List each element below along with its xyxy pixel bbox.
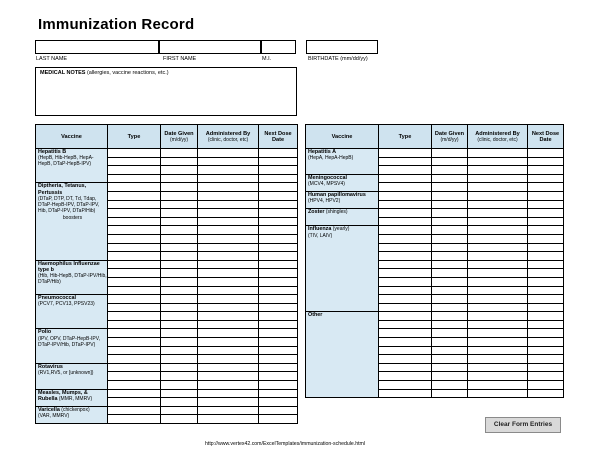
entry-cell[interactable] <box>161 277 198 286</box>
entry-cell[interactable] <box>108 174 161 183</box>
entry-cell[interactable] <box>108 295 161 304</box>
entry-cell[interactable] <box>432 166 468 175</box>
col-administered-by: Administered By (clinic, doctor, etc) <box>468 125 528 149</box>
entry-cell[interactable] <box>108 338 161 347</box>
col-date-given: Date Given (m/d/yy) <box>161 125 198 149</box>
entry-cell[interactable] <box>108 234 161 243</box>
entry-cell[interactable] <box>259 269 298 278</box>
entry-cell[interactable] <box>379 295 432 304</box>
entry-cell[interactable] <box>198 174 259 183</box>
entry-cell[interactable] <box>198 381 259 390</box>
entry-cell[interactable] <box>379 252 432 261</box>
col-vaccine: Vaccine <box>306 125 379 149</box>
entry-cell[interactable] <box>198 372 259 381</box>
entry-cell[interactable] <box>161 320 198 329</box>
entry-cell[interactable] <box>108 209 161 218</box>
entry-cell[interactable] <box>528 389 564 398</box>
entry-cell[interactable] <box>528 303 564 312</box>
entry-cell[interactable] <box>379 338 432 347</box>
entry-cell[interactable] <box>432 389 468 398</box>
entry-cell[interactable] <box>528 209 564 218</box>
entry-cell[interactable] <box>432 209 468 218</box>
entry-cell[interactable] <box>432 226 468 235</box>
entry-cell[interactable] <box>108 200 161 209</box>
entry-cell[interactable] <box>468 355 528 364</box>
entry-cell[interactable] <box>528 243 564 252</box>
entry-cell[interactable] <box>108 372 161 381</box>
entry-cell[interactable] <box>108 277 161 286</box>
entry-cell[interactable] <box>161 243 198 252</box>
page-title: Immunization Record <box>38 16 195 33</box>
entry-cell[interactable] <box>468 269 528 278</box>
entry-cell[interactable] <box>198 312 259 321</box>
entry-cell[interactable] <box>468 174 528 183</box>
entry-cell[interactable] <box>468 295 528 304</box>
entry-cell[interactable] <box>468 303 528 312</box>
entry-cell[interactable] <box>161 355 198 364</box>
entry-cell[interactable] <box>432 252 468 261</box>
entry-cell[interactable] <box>528 355 564 364</box>
entry-cell[interactable] <box>198 295 259 304</box>
entry-cell[interactable] <box>161 157 198 166</box>
entry-cell[interactable] <box>259 200 298 209</box>
entry-cell[interactable] <box>379 149 432 158</box>
entry-cell[interactable] <box>198 166 259 175</box>
col-next-dose: Next Dose Date <box>259 125 298 149</box>
vaccine-polio: Polio (IPV, OPV, DTaP-HepB-IPV, DTaP-IPV/Hib, DTaP-IPV) <box>36 329 108 363</box>
entry-cell[interactable] <box>528 183 564 192</box>
entry-cell[interactable] <box>259 234 298 243</box>
footer-url[interactable]: http://www.vertex42.com/ExcelTemplates/immunization-schedule.html <box>205 441 366 447</box>
entry-cell[interactable] <box>161 415 198 424</box>
vaccine-zoster: Zoster (shingles) <box>306 209 379 226</box>
entry-cell[interactable] <box>379 389 432 398</box>
last-name-field[interactable] <box>35 40 159 54</box>
entry-cell[interactable] <box>379 157 432 166</box>
entry-cell[interactable] <box>379 303 432 312</box>
entry-cell[interactable] <box>198 217 259 226</box>
entry-cell[interactable] <box>468 209 528 218</box>
entry-cell[interactable] <box>432 355 468 364</box>
entry-cell[interactable] <box>161 260 198 269</box>
entry-cell[interactable] <box>528 269 564 278</box>
entry-cell[interactable] <box>161 200 198 209</box>
col-type: Type <box>108 125 161 149</box>
entry-cell[interactable] <box>161 209 198 218</box>
entry-cell[interactable] <box>108 381 161 390</box>
entry-cell[interactable] <box>259 303 298 312</box>
entry-cell[interactable] <box>379 320 432 329</box>
entry-cell[interactable] <box>108 389 161 398</box>
col-date-given: Date Given (m/d/yy) <box>432 125 468 149</box>
entry-cell[interactable] <box>468 149 528 158</box>
entry-cell[interactable] <box>108 166 161 175</box>
entry-cell[interactable] <box>468 226 528 235</box>
entry-cell[interactable] <box>379 226 432 235</box>
first-name-field[interactable] <box>159 40 261 54</box>
vaccine-dtp: Diptheria, Tetanus, Pertussis (DTaP, DTP, DT, Td, Tdap, DTaP-HepB-IPV, DTaP-IPV, Hib, DTaP-IPV, DTaP/Hib) boosters <box>36 183 108 260</box>
entry-cell[interactable] <box>379 234 432 243</box>
entry-cell[interactable] <box>468 320 528 329</box>
entry-cell[interactable] <box>161 295 198 304</box>
entry-cell[interactable] <box>198 406 259 415</box>
entry-cell[interactable] <box>161 226 198 235</box>
entry-cell[interactable] <box>108 252 161 261</box>
entry-cell[interactable] <box>468 346 528 355</box>
entry-cell[interactable] <box>161 252 198 261</box>
entry-cell[interactable] <box>528 252 564 261</box>
entry-cell[interactable] <box>259 277 298 286</box>
birthdate-field[interactable] <box>306 40 378 54</box>
entry-cell[interactable] <box>379 269 432 278</box>
entry-cell[interactable] <box>379 277 432 286</box>
entry-cell[interactable] <box>432 260 468 269</box>
entry-cell[interactable] <box>108 183 161 192</box>
entry-cell[interactable] <box>161 363 198 372</box>
mi-label: M.I. <box>262 56 272 62</box>
entry-cell[interactable] <box>161 174 198 183</box>
entry-cell[interactable] <box>379 174 432 183</box>
entry-cell[interactable] <box>108 415 161 424</box>
entry-cell[interactable] <box>379 209 432 218</box>
entry-cell[interactable] <box>161 312 198 321</box>
entry-cell[interactable] <box>108 149 161 158</box>
entry-cell[interactable] <box>259 191 298 200</box>
entry-cell[interactable] <box>108 157 161 166</box>
entry-cell[interactable] <box>108 312 161 321</box>
entry-cell[interactable] <box>259 226 298 235</box>
entry-cell[interactable] <box>432 200 468 209</box>
entry-cell[interactable] <box>161 406 198 415</box>
entry-cell[interactable] <box>198 157 259 166</box>
vaccine-hepb: Hepatitis B (HepB, Hib-HepB, HepA-HepB, DTaP-HepB-IPV) <box>36 149 108 183</box>
entry-cell[interactable] <box>161 166 198 175</box>
entry-cell[interactable] <box>468 286 528 295</box>
entry-cell[interactable] <box>259 243 298 252</box>
entry-cell[interactable] <box>379 200 432 209</box>
entry-cell[interactable] <box>259 381 298 390</box>
entry-cell[interactable] <box>432 157 468 166</box>
entry-cell[interactable] <box>432 243 468 252</box>
entry-cell[interactable] <box>198 209 259 218</box>
entry-cell[interactable] <box>161 329 198 338</box>
entry-cell[interactable] <box>259 372 298 381</box>
entry-cell[interactable] <box>259 329 298 338</box>
entry-cell[interactable] <box>468 166 528 175</box>
medical-notes-label: MEDICAL NOTES (allergies, vaccine reactions, etc.) <box>40 70 169 76</box>
entry-cell[interactable] <box>198 363 259 372</box>
right-vaccine-table <box>305 124 564 398</box>
entry-cell[interactable] <box>432 372 468 381</box>
entry-cell[interactable] <box>198 415 259 424</box>
entry-cell[interactable] <box>198 200 259 209</box>
entry-cell[interactable] <box>528 312 564 321</box>
entry-cell[interactable] <box>259 174 298 183</box>
entry-cell[interactable] <box>259 252 298 261</box>
entry-cell[interactable] <box>259 217 298 226</box>
vaccine-meningococcal: Meningococcal (MCV4, MPSV4) <box>306 174 379 191</box>
entry-cell[interactable] <box>528 295 564 304</box>
entry-cell[interactable] <box>432 338 468 347</box>
entry-cell[interactable] <box>198 243 259 252</box>
entry-cell[interactable] <box>528 381 564 390</box>
col-vaccine: Vaccine <box>36 125 108 149</box>
entry-cell[interactable] <box>108 406 161 415</box>
entry-cell[interactable] <box>198 346 259 355</box>
last-name-label: LAST NAME <box>36 56 68 62</box>
entry-cell[interactable] <box>468 191 528 200</box>
entry-cell[interactable] <box>379 260 432 269</box>
entry-cell[interactable] <box>259 338 298 347</box>
entry-cell[interactable] <box>432 329 468 338</box>
entry-cell[interactable] <box>259 363 298 372</box>
entry-cell[interactable] <box>198 286 259 295</box>
entry-cell[interactable] <box>468 381 528 390</box>
entry-cell[interactable] <box>468 312 528 321</box>
entry-cell[interactable] <box>432 286 468 295</box>
entry-cell[interactable] <box>379 191 432 200</box>
vaccine-rotavirus: Rotavirus (RV1,RV5, or [unknown]) <box>36 363 108 389</box>
entry-cell[interactable] <box>528 234 564 243</box>
entry-cell[interactable] <box>108 355 161 364</box>
entry-cell[interactable] <box>528 174 564 183</box>
entry-cell[interactable] <box>468 217 528 226</box>
entry-cell[interactable] <box>432 191 468 200</box>
entry-cell[interactable] <box>161 372 198 381</box>
clear-form-button[interactable]: Clear Form Entries <box>485 417 561 433</box>
entry-cell[interactable] <box>259 346 298 355</box>
entry-cell[interactable] <box>379 372 432 381</box>
entry-cell[interactable] <box>259 183 298 192</box>
entry-cell[interactable] <box>528 338 564 347</box>
entry-cell[interactable] <box>528 200 564 209</box>
entry-cell[interactable] <box>198 260 259 269</box>
entry-cell[interactable] <box>468 277 528 286</box>
entry-cell[interactable] <box>528 277 564 286</box>
entry-cell[interactable] <box>259 406 298 415</box>
entry-cell[interactable] <box>528 149 564 158</box>
entry-cell[interactable] <box>528 260 564 269</box>
entry-cell[interactable] <box>432 363 468 372</box>
entry-cell[interactable] <box>468 183 528 192</box>
entry-cell[interactable] <box>259 312 298 321</box>
entry-cell[interactable] <box>379 312 432 321</box>
entry-cell[interactable] <box>161 217 198 226</box>
entry-cell[interactable] <box>528 329 564 338</box>
entry-cell[interactable] <box>432 303 468 312</box>
entry-cell[interactable] <box>528 226 564 235</box>
entry-cell[interactable] <box>528 346 564 355</box>
first-name-label: FIRST NAME <box>163 56 197 62</box>
entry-cell[interactable] <box>161 269 198 278</box>
vaccine-varicella: Varicella (chickenpox) (VAR, MMRV) <box>36 406 108 423</box>
entry-cell[interactable] <box>198 389 259 398</box>
entry-cell[interactable] <box>432 312 468 321</box>
entry-cell[interactable] <box>108 260 161 269</box>
left-vaccine-table <box>35 124 298 424</box>
entry-cell[interactable] <box>198 329 259 338</box>
entry-cell[interactable] <box>432 295 468 304</box>
vaccine-hib: Haemophilus Influenzae type b (Hib, Hib-HepB, DTaP-IPV/Hib, DTaP/Hib) <box>36 260 108 294</box>
mi-field[interactable] <box>261 40 296 54</box>
entry-cell[interactable] <box>379 183 432 192</box>
entry-cell[interactable] <box>198 183 259 192</box>
entry-cell[interactable] <box>432 234 468 243</box>
entry-cell[interactable] <box>198 226 259 235</box>
entry-cell[interactable] <box>108 191 161 200</box>
entry-cell[interactable] <box>161 303 198 312</box>
entry-cell[interactable] <box>379 243 432 252</box>
col-next-dose: Next Dose Date <box>528 125 564 149</box>
entry-cell[interactable] <box>198 355 259 364</box>
entry-cell[interactable] <box>468 363 528 372</box>
entry-cell[interactable] <box>161 338 198 347</box>
entry-cell[interactable] <box>108 286 161 295</box>
entry-cell[interactable] <box>198 234 259 243</box>
entry-cell[interactable] <box>161 191 198 200</box>
entry-cell[interactable] <box>379 346 432 355</box>
entry-cell[interactable] <box>379 363 432 372</box>
entry-cell[interactable] <box>528 320 564 329</box>
entry-cell[interactable] <box>259 320 298 329</box>
entry-cell[interactable] <box>528 363 564 372</box>
entry-cell[interactable] <box>259 209 298 218</box>
entry-cell[interactable] <box>161 381 198 390</box>
entry-cell[interactable] <box>259 286 298 295</box>
entry-cell[interactable] <box>161 346 198 355</box>
entry-cell[interactable] <box>198 277 259 286</box>
entry-cell[interactable] <box>432 381 468 390</box>
entry-cell[interactable] <box>198 269 259 278</box>
entry-cell[interactable] <box>432 174 468 183</box>
entry-cell[interactable] <box>468 252 528 261</box>
entry-cell[interactable] <box>468 338 528 347</box>
entry-cell[interactable] <box>379 217 432 226</box>
entry-cell[interactable] <box>108 303 161 312</box>
entry-cell[interactable] <box>432 346 468 355</box>
entry-cell[interactable] <box>528 217 564 226</box>
entry-cell[interactable] <box>161 149 198 158</box>
entry-cell[interactable] <box>528 286 564 295</box>
entry-cell[interactable] <box>468 260 528 269</box>
entry-cell[interactable] <box>468 200 528 209</box>
entry-cell[interactable] <box>161 183 198 192</box>
entry-cell[interactable] <box>108 243 161 252</box>
entry-cell[interactable] <box>468 329 528 338</box>
entry-cell[interactable] <box>161 398 198 407</box>
entry-cell[interactable] <box>379 381 432 390</box>
entry-cell[interactable] <box>198 303 259 312</box>
entry-cell[interactable] <box>161 234 198 243</box>
entry-cell[interactable] <box>379 286 432 295</box>
col-type: Type <box>379 125 432 149</box>
entry-cell[interactable] <box>432 320 468 329</box>
entry-cell[interactable] <box>161 286 198 295</box>
entry-cell[interactable] <box>108 320 161 329</box>
entry-cell[interactable] <box>528 372 564 381</box>
vaccine-hpv: Human papillomavirus (HPV4, HPV2) <box>306 191 379 208</box>
entry-cell[interactable] <box>259 398 298 407</box>
entry-cell[interactable] <box>468 389 528 398</box>
entry-cell[interactable] <box>432 277 468 286</box>
entry-cell[interactable] <box>432 149 468 158</box>
entry-cell[interactable] <box>108 217 161 226</box>
entry-cell[interactable] <box>259 295 298 304</box>
entry-cell[interactable] <box>528 191 564 200</box>
entry-cell[interactable] <box>259 389 298 398</box>
entry-cell[interactable] <box>259 157 298 166</box>
entry-cell[interactable] <box>528 166 564 175</box>
entry-cell[interactable] <box>108 398 161 407</box>
entry-cell[interactable] <box>432 183 468 192</box>
entry-cell[interactable] <box>198 252 259 261</box>
entry-cell[interactable] <box>108 329 161 338</box>
entry-cell[interactable] <box>259 149 298 158</box>
vaccine-other: Other <box>306 312 379 398</box>
vaccine-pneumococcal: Pneumococcal (PCV7, PCV13, PPSV23) <box>36 295 108 329</box>
entry-cell[interactable] <box>108 226 161 235</box>
entry-cell[interactable] <box>259 260 298 269</box>
col-administered-by: Administered By (clinic, doctor, etc) <box>198 125 259 149</box>
vaccine-mmr: Measles, Mumps, & Rubella (MMR, MMRV) <box>36 389 108 406</box>
entry-cell[interactable] <box>468 234 528 243</box>
entry-cell[interactable] <box>379 166 432 175</box>
entry-cell[interactable] <box>198 338 259 347</box>
entry-cell[interactable] <box>108 269 161 278</box>
entry-cell[interactable] <box>259 355 298 364</box>
entry-cell[interactable] <box>468 372 528 381</box>
entry-cell[interactable] <box>432 269 468 278</box>
entry-cell[interactable] <box>528 157 564 166</box>
entry-cell[interactable] <box>259 166 298 175</box>
entry-cell[interactable] <box>198 398 259 407</box>
entry-cell[interactable] <box>161 389 198 398</box>
vaccine-influenza: Influenza (yearly) (TIV, LAIV) <box>306 226 379 312</box>
entry-cell[interactable] <box>108 346 161 355</box>
entry-cell[interactable] <box>468 157 528 166</box>
vaccine-hepa: Hepatitis A (HepA, HepA-HepB) <box>306 149 379 175</box>
entry-cell[interactable] <box>198 320 259 329</box>
entry-cell[interactable] <box>432 217 468 226</box>
entry-cell[interactable] <box>108 363 161 372</box>
entry-cell[interactable] <box>259 415 298 424</box>
entry-cell[interactable] <box>198 149 259 158</box>
entry-cell[interactable] <box>198 191 259 200</box>
entry-cell[interactable] <box>379 355 432 364</box>
entry-cell[interactable] <box>468 243 528 252</box>
birthdate-label: BIRTHDATE (mm/dd/yy) <box>308 56 368 62</box>
entry-cell[interactable] <box>379 329 432 338</box>
